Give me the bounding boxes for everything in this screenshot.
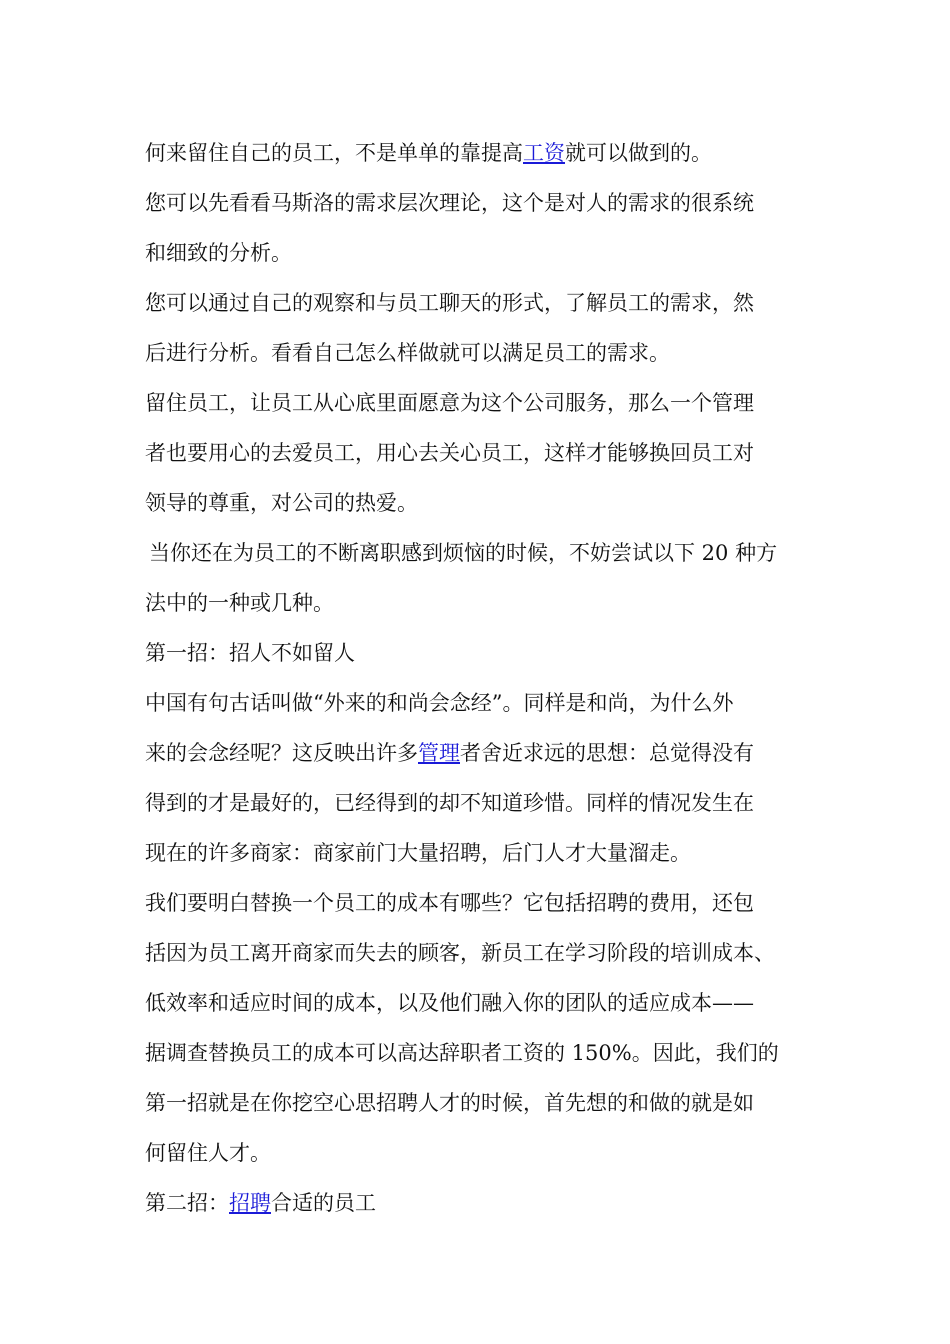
text-line: 者也要用心的去爱员工，用心去关心员工，这样才能够换回员工对 [145,441,754,465]
text-segment: 来的会念经呢？这反映出许多 [145,741,418,765]
text-segment: 合适的员工 [271,1191,376,1215]
text-line: 领导的尊重，对公司的热爱。 [145,491,418,515]
link-salary[interactable]: 工资 [523,141,565,165]
text-segment: 何来留住自己的员工，不是单单的靠提高 [145,141,523,165]
text-line: 您可以通过自己的观察和与员工聊天的形式，了解员工的需求，然 [145,291,754,315]
text-line: 留住员工，让员工从心底里面愿意为这个公司服务，那么一个管理 [145,391,754,415]
link-recruitment[interactable]: 招聘 [229,1191,271,1215]
text-segment: 第二招： [145,1191,229,1215]
text-line: 低效率和适应时间的成本，以及他们融入你的团队的适应成本—— [145,991,754,1015]
section-heading-2 [145,1178,815,1228]
text-line: 和细致的分析。 [145,241,292,265]
text-line: 您可以先看看马斯洛的需求层次理论，这个是对人的需求的很系统 [145,191,754,215]
document-body [145,128,815,1228]
text-line [145,728,815,778]
text-line: 何留住人才。 [145,1141,271,1165]
text-segment: 就可以做到的。 [565,141,712,165]
text-line: 得到的才是最好的，已经得到的却不知道珍惜。同样的情况发生在 [145,791,754,815]
text-line: 现在的许多商家：商家前门大量招聘，后门人才大量溜走。 [145,841,691,865]
text-line: 第一招就是在你挖空心思招聘人才的时候，首先想的和做的就是如 [145,1091,754,1115]
text-segment: 者舍近求远的思想：总觉得没有 [460,741,754,765]
text-line: 后进行分析。看看自己怎么样做就可以满足员工的需求。 [145,341,670,365]
text-line: 括因为员工离开商家而失去的顾客，新员工在学习阶段的培训成本、 [145,941,775,965]
text-line: 据调查替换员工的成本可以高达辞职者工资的 150%。因此，我们的 [145,1041,779,1065]
text-line: 当你还在为员工的不断离职感到烦恼的时候，不妨尝试以下 20 种方 [149,541,778,565]
text-line: 法中的一种或几种。 [145,591,334,615]
text-line: 中国有句古话叫做“外来的和尚会念经”。同样是和尚，为什么外 [145,691,734,715]
section-heading-1: 第一招：招人不如留人 [145,641,355,665]
text-line [145,128,815,178]
text-line: 我们要明白替换一个员工的成本有哪些？它包括招聘的费用，还包 [145,891,754,915]
link-management[interactable]: 管理 [418,741,460,765]
